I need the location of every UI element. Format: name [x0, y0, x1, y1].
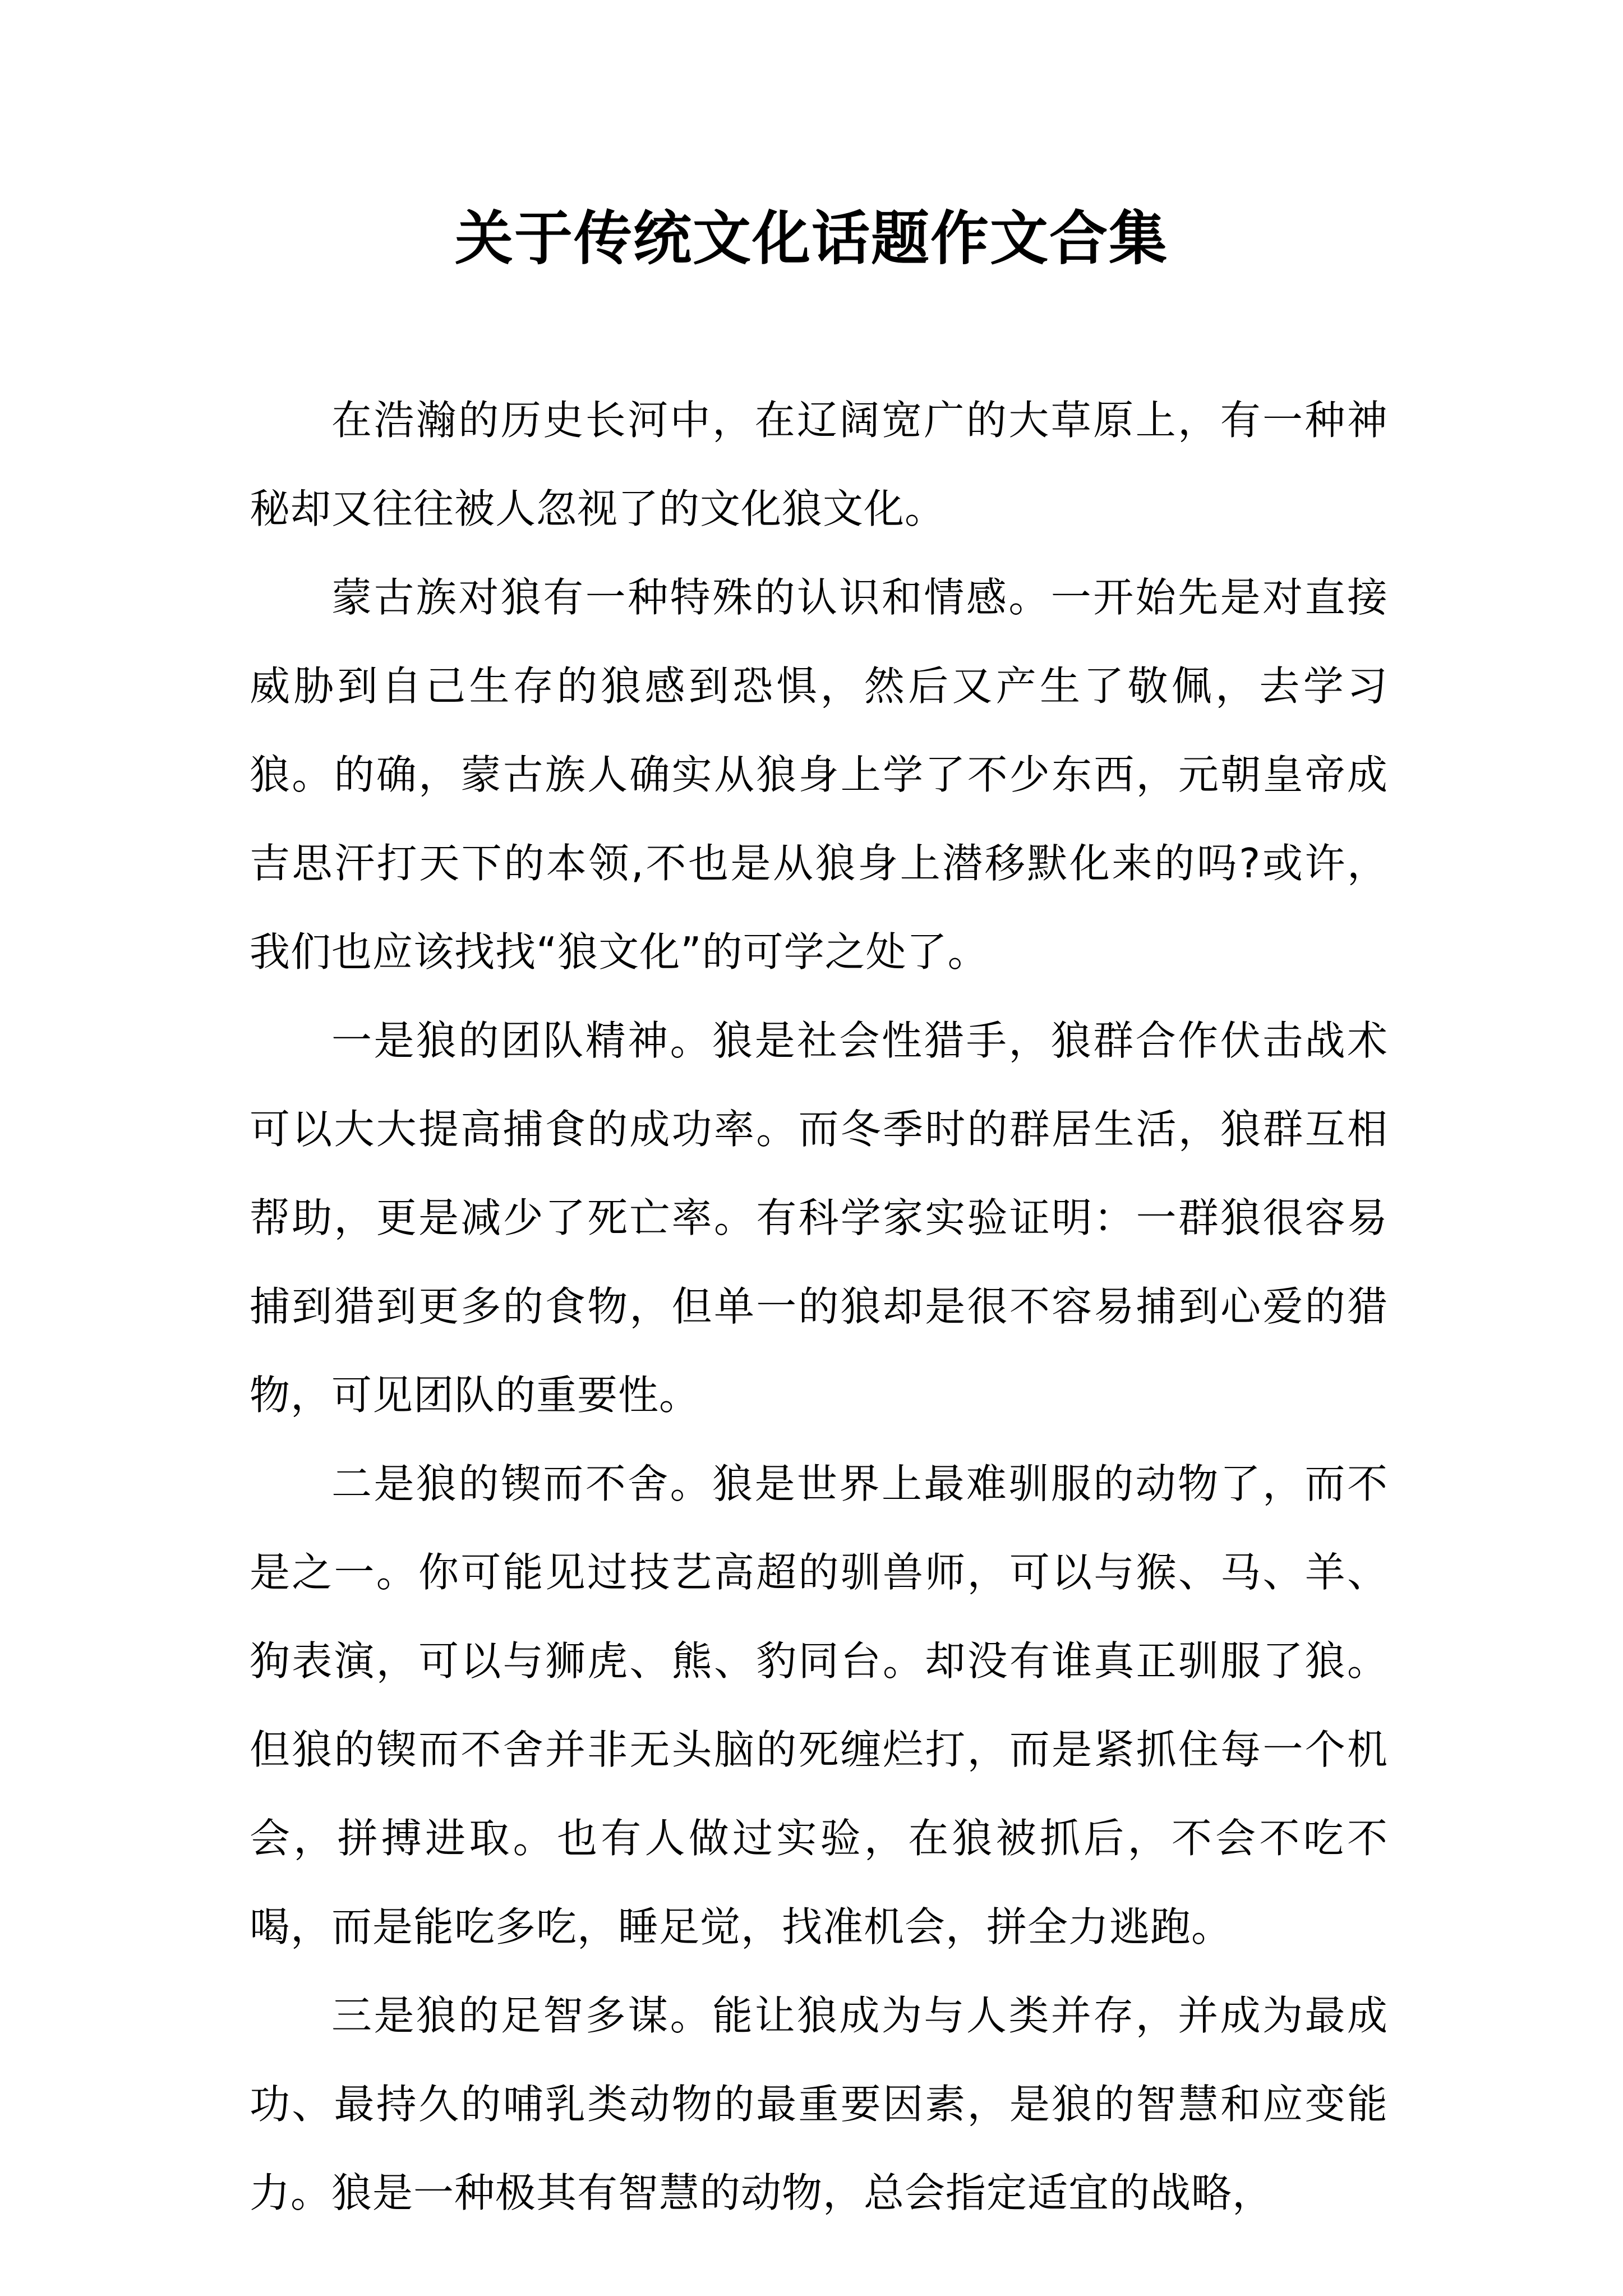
document-body: [250, 376, 1388, 2237]
document-title: 关于传统文化话题作文合集: [454, 204, 1168, 273]
paragraph: 三是狼的足智多谋。能让狼成为与人类并存，并成为最成功、最持久的哺乳类动物的最重要因素，是狼的智慧和应变能力。狼是一种极其有智慧的动物，总会指定适宜的战略，: [250, 1992, 1388, 2216]
paragraph: 蒙古族对狼有一种特殊的认识和情感。一开始先是对直接威胁到自己生存的狼感到恐惧，然后又产生了敬佩，去学习狼。的确，蒙古族人确实从狼身上学了不少东西，元朝皇帝成吉思汗打天下的本领,不也是从狼身上潜移默化来的吗?或许，我们也应该找找“狼文化”的可学之处了。: [250, 574, 1388, 976]
paragraph: 在浩瀚的历史长河中，在辽阔宽广的大草原上，有一种神秘却又往往被人忽视了的文化狼文化。: [250, 397, 1388, 532]
paragraph: 二是狼的锲而不舍。狼是世界上最难驯服的动物了，而不是之一。你可能见过技艺高超的驯兽师，可以与猴、马、羊、狗表演，可以与狮虎、熊、豹同台。却没有谁真正驯服了狼。但狼的锲而不舍并非无头脑的死缠烂打，而是紧抓住每一个机会，拼搏进取。也有人做过实验，在狼被抓后，不会不吃不喝，而是能吃多吃，睡足觉，找准机会，拼全力逃跑。: [250, 1460, 1388, 1950]
paragraph: 一是狼的团队精神。狼是社会性猎手，狼群合作伏击战术可以大大提高捕食的成功率。而冬季时的群居生活，狼群互相帮助，更是减少了死亡率。有科学家实验证明：一群狼很容易捕到猎到更多的食物，但单一的狼却是很不容易捕到心爱的猎物，可见团队的重要性。: [250, 1017, 1388, 1419]
